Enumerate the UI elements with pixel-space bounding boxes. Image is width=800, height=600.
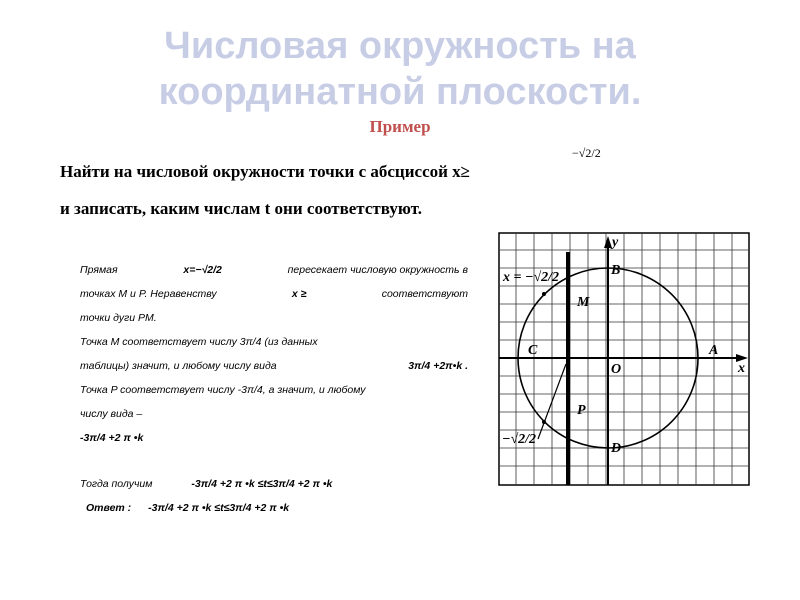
- title-line-1: Числовая окружность на: [164, 25, 636, 67]
- unit-circle-graph: [498, 232, 750, 486]
- solution-line-6: Точка P соответствует числу -3π/4, а значит, и любому: [80, 384, 366, 396]
- solution-line-8: -3π/4 +2 π •k: [80, 432, 144, 444]
- line-label: x = −√2/2: [503, 270, 560, 285]
- solution-line-1c: пересекает числовую окружность в: [287, 264, 468, 276]
- task-line-2: и записать, каким числам t они соответствуют.: [60, 199, 422, 218]
- solution-line-5: [80, 354, 468, 378]
- point-d-label: D: [611, 441, 622, 456]
- point-p-label: P: [577, 403, 586, 418]
- line-label-bottom: −√2/2: [502, 432, 537, 447]
- point-c-label: C: [528, 343, 538, 358]
- task-line-1: Найти на числовой окружности точки с абсциссой x≥: [60, 162, 470, 181]
- solution-line-2a: точках M и P. Неравенству: [80, 288, 217, 300]
- subtitle: Пример: [369, 117, 431, 136]
- result-value: -3π/4 +2 π •k ≤t≤3π/4 +2 π •k: [191, 478, 333, 490]
- answer-value: -3π/4 +2 π •k ≤t≤3π/4 +2 π •k: [148, 502, 290, 514]
- solution-line-5b: 3π/4 +2π•k .: [408, 360, 468, 372]
- result-line: [80, 472, 468, 496]
- solution-text: [80, 258, 468, 520]
- solution-line-2: [80, 282, 468, 306]
- point-b-label: B: [611, 263, 621, 278]
- title-line-2: координатной плоскости.: [158, 71, 642, 113]
- solution-line-1b: x=−√2/2: [183, 264, 222, 276]
- solution-line-4: Точка M соответствует числу 3π/4 (из данных: [80, 336, 318, 348]
- answer-line: [80, 496, 468, 520]
- point-a-label: A: [709, 343, 719, 358]
- task-fraction: −√2/2: [572, 146, 601, 160]
- y-axis-label: y: [612, 235, 619, 250]
- solution-line-7: числу вида –: [80, 408, 143, 420]
- solution-line-1a: Прямая: [80, 264, 118, 276]
- solution-line-1: [80, 258, 468, 282]
- solution-line-5a: таблицы) значит, и любому числу вида: [80, 360, 277, 372]
- point-o-label: O: [611, 362, 622, 377]
- result-label: Тогда получим: [80, 478, 153, 490]
- solution-line-2c: соответствуют: [381, 288, 468, 300]
- answer-label: Ответ :: [86, 502, 132, 514]
- point-m-label: M: [577, 295, 590, 310]
- solution-line-2b: x ≥: [291, 288, 307, 300]
- x-axis-label: x: [738, 361, 745, 376]
- solution-line-3: точки дуги PM.: [80, 312, 157, 324]
